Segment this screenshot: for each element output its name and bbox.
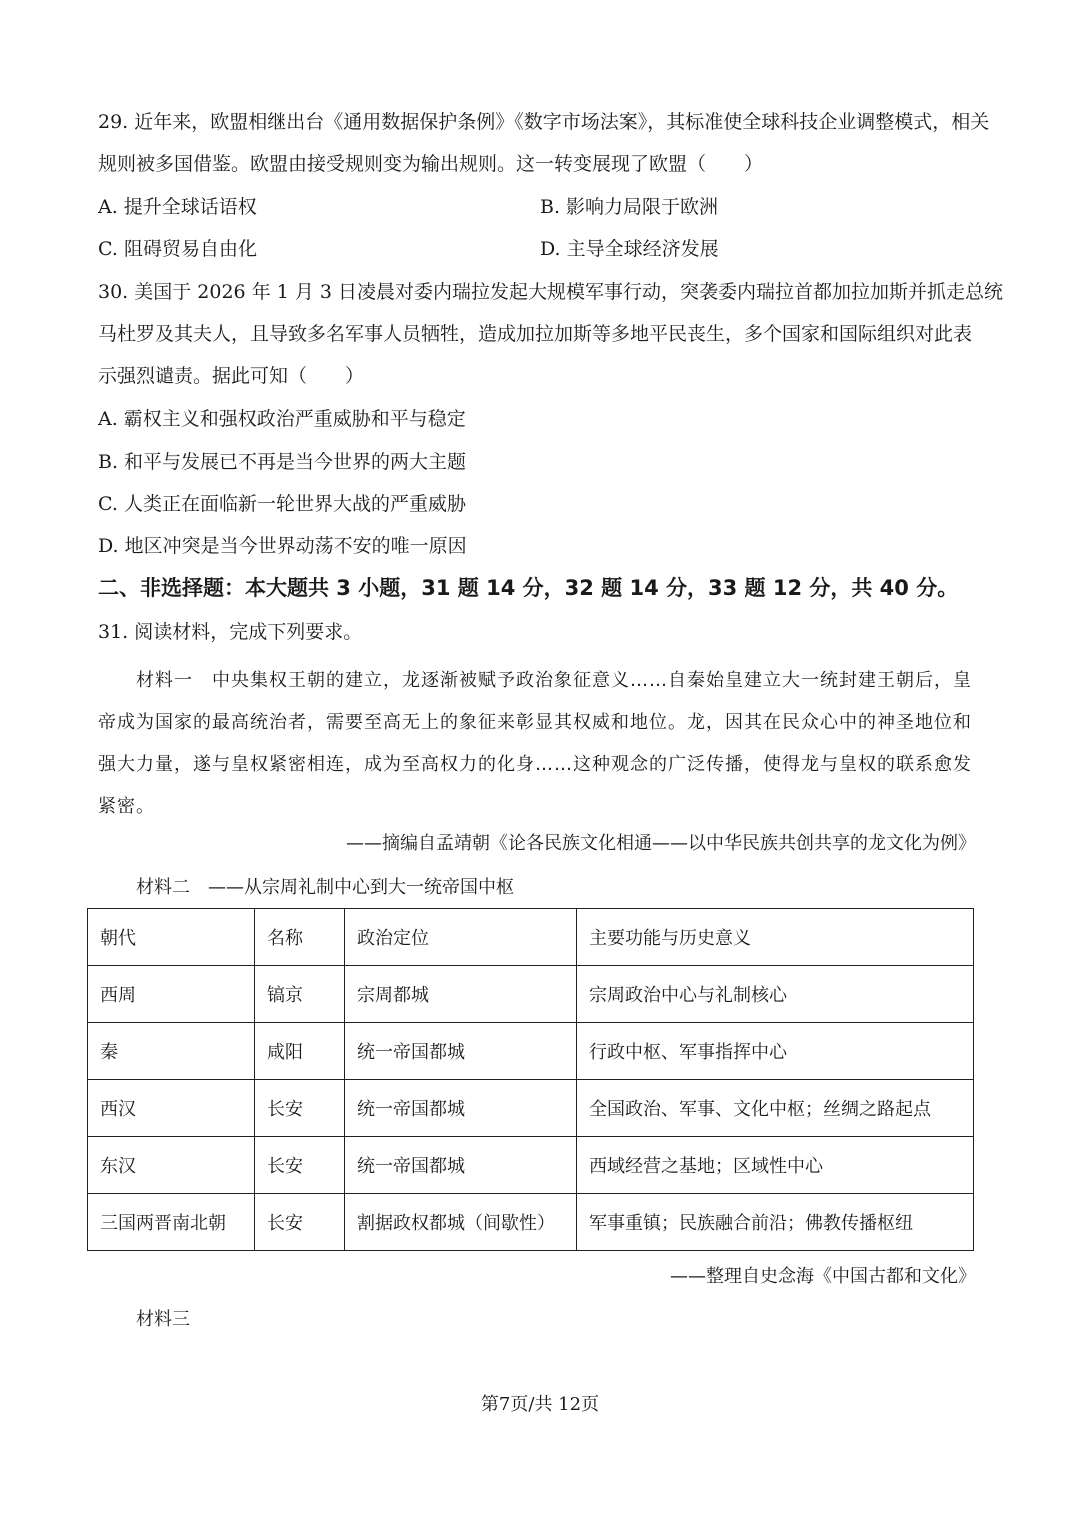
page-footer: 第7页/共 12页 (480, 1394, 600, 1415)
table-cell: 全国政治、军事、文化中枢；丝绸之路起点 (577, 1080, 974, 1137)
table-cell: 割据政权都城（间歇性） (345, 1194, 577, 1251)
table-header-row (88, 909, 974, 966)
q30-option-c: C. 人类正在面临新一轮世界大战的严重威胁 (98, 493, 466, 515)
q29-option-a: A. 提升全球话语权 (98, 196, 257, 218)
table-cell: 长安 (255, 1080, 345, 1137)
table-cell: 西汉 (88, 1080, 255, 1137)
table-cell: 秦 (88, 1023, 255, 1080)
table-header: 名称 (255, 909, 345, 966)
table-row (88, 1137, 974, 1194)
q29-stem-line1: 29. 近年来，欧盟相继出台《通用数据保护条例》《数字市场法案》，其标准使全球科技企业调整模式，相关 (98, 111, 990, 133)
q30-option-b: B. 和平与发展已不再是当今世界的两大主题 (98, 451, 467, 473)
table-cell: 三国两晋南北朝 (88, 1194, 255, 1251)
table-header: 朝代 (88, 909, 255, 966)
section-heading: 二、非选择题：本大题共 3 小题，31 题 14 分，32 题 14 分，33 题 12 分，共 40 分。 (98, 576, 959, 600)
material-two-title: 材料二 ——从宗周礼制中心到大一统帝国中枢 (136, 877, 514, 898)
table-cell: 统一帝国都城 (345, 1137, 577, 1194)
material-one-source: ——摘编自孟靖朝《论各民族文化相通——以中华民族共创共享的龙文化为例》 (346, 833, 976, 854)
q30-stem-line3: 示强烈谴责。据此可知（ ） (98, 365, 365, 387)
q29-option-d: D. 主导全球经济发展 (540, 238, 719, 260)
table-header: 主要功能与历史意义 (577, 909, 974, 966)
table-row (88, 1080, 974, 1137)
q29-stem-line2: 规则被多国借鉴。欧盟由接受规则变为输出规则。这一转变展现了欧盟（ ） (98, 153, 764, 175)
q29-option-b: B. 影响力局限于欧洲 (540, 196, 719, 218)
table-cell: 西周 (88, 966, 255, 1023)
material-three-title: 材料三 (136, 1309, 190, 1330)
table-header: 政治定位 (345, 909, 577, 966)
q30-stem-line2: 马杜罗及其夫人，且导致多名军事人员牺牲，造成加拉加斯等多地平民丧生，多个国家和国际组织对此表 (98, 323, 973, 345)
table-cell: 长安 (255, 1137, 345, 1194)
table-cell: 镐京 (255, 966, 345, 1023)
table-cell: 东汉 (88, 1137, 255, 1194)
table-row (88, 1194, 974, 1251)
q29-option-c: C. 阻碍贸易自由化 (98, 238, 257, 260)
table-cell: 统一帝国都城 (345, 1023, 577, 1080)
table-cell: 行政中枢、军事指挥中心 (577, 1023, 974, 1080)
q30-option-d: D. 地区冲突是当今世界动荡不安的唯一原因 (98, 535, 467, 557)
table-cell: 咸阳 (255, 1023, 345, 1080)
table-row (88, 1023, 974, 1080)
table-cell: 宗周都城 (345, 966, 577, 1023)
table-cell: 军事重镇；民族融合前沿；佛教传播枢纽 (577, 1194, 974, 1251)
table-row (88, 966, 974, 1023)
capitals-table (87, 908, 974, 1251)
material-two-source: ——整理自史念海《中国古都和文化》 (670, 1266, 976, 1287)
material-one: 材料一 中央集权王朝的建立，龙逐渐被赋予政治象征意义……自秦始皇建立大一统封建王朝后，皇帝成为国家的最高统治者，需要至高无上的象征来彰显其权威和地位。龙，因其在民众心中的神圣地位和强大力量，遂与皇权紧密相连，成为至高权力的化身……这种观念的广泛传播，使得龙与皇权的联系愈发紧密。 (98, 670, 972, 817)
table-cell: 长安 (255, 1194, 345, 1251)
q30-stem-line1: 30. 美国于 2026 年 1 月 3 日凌晨对委内瑞拉发起大规模军事行动，突袭委内瑞拉首都加拉加斯并抓走总统 (98, 281, 1004, 303)
table-cell: 西域经营之基地；区域性中心 (577, 1137, 974, 1194)
q31-stem: 31. 阅读材料，完成下列要求。 (98, 621, 363, 643)
table-cell: 宗周政治中心与礼制核心 (577, 966, 974, 1023)
table-cell: 统一帝国都城 (345, 1080, 577, 1137)
q30-option-a: A. 霸权主义和强权政治严重威胁和平与稳定 (98, 408, 466, 430)
